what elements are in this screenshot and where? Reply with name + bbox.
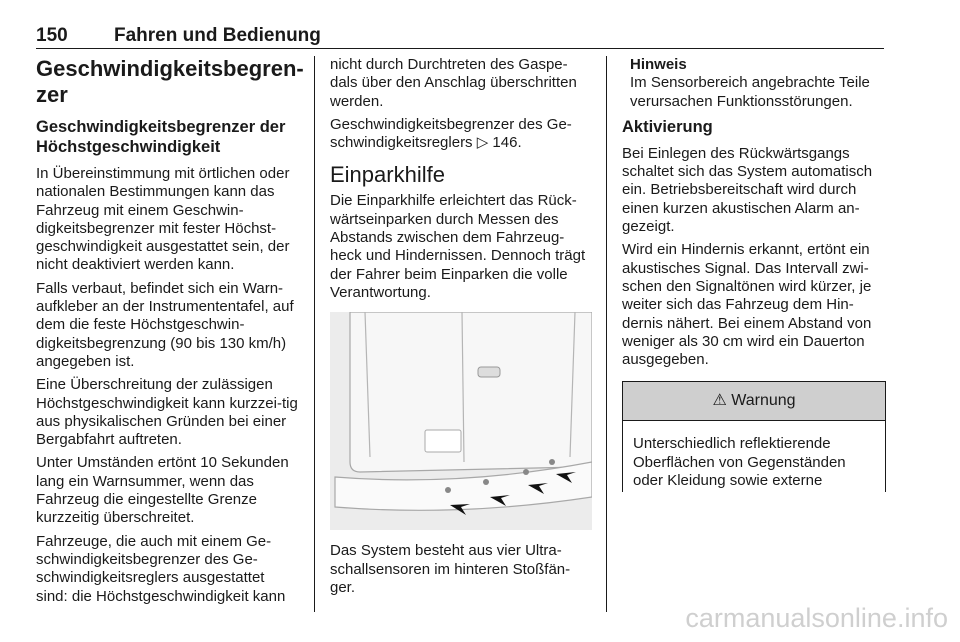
column-right <box>622 56 886 492</box>
van-rear-illustration <box>330 312 592 530</box>
column-left <box>36 56 304 611</box>
paragraph: nicht durch Durchtreten des Gaspe-dals über den Anschlag überschritten werden. <box>330 56 577 110</box>
warning-body-wrap <box>623 421 885 490</box>
warning-title: ⚠ Warnung <box>623 382 885 421</box>
page-header <box>36 22 884 49</box>
section-heading: Geschwindigkeitsbegren-zer <box>36 56 304 107</box>
warning-box <box>622 381 886 492</box>
watermark: carmanualsonline.info <box>685 603 948 633</box>
paragraph: Bei Einlegen des Rückwärtsgangs schaltet sich das System automatisch ein. Betriebsbereitschaft wird durch einen kurzen akustischen Alarm an-gezeigt. <box>622 144 873 236</box>
note-title: Hinweis <box>630 56 687 73</box>
paragraph: Eine Überschreitung der zulässigen Höchstgeschwindigkeit kann kurzzei-tig aus physikalischen Gründen bei einer Bergabfahrt auftreten. <box>36 376 298 449</box>
subsection-heading: Geschwindigkeitsbegrenzer der Höchstgeschwindigkeit <box>36 118 286 156</box>
paragraph: Fahrzeuge, die auch mit einem Ge-schwindigkeitsbegrenzer des Ge-schwindigkeitsreglers ausgestattet sind: die Höchstgeschwindigkeit kann <box>36 532 286 605</box>
page-number: 150 <box>36 25 68 46</box>
column-middle <box>330 56 592 602</box>
parking-sensor-illustration <box>330 312 592 530</box>
paragraph: Unter Umständen ertönt 10 Sekunden lang ein Warnsummer, wenn das Fahrzeug die eingestellte Grenze kurzzeitig überschreitet. <box>36 454 289 527</box>
subsection-heading: Aktivierung <box>622 117 713 136</box>
paragraph: Wird ein Hindernis erkannt, ertönt ein akustisches Signal. Das Intervall zwi-schen den Signaltönen wird kürzer, je weiter sich das Fahrzeug dem Hin-dernis nähert. Bei einem Abstand von weniger als 30 cm wird ein Dauerton ausgegeben. <box>622 241 872 369</box>
section-heading: Einparkhilfe <box>330 162 445 188</box>
chapter-title: Fahren und Bedienung <box>114 25 321 46</box>
column-divider <box>606 56 607 612</box>
column-divider <box>314 56 315 612</box>
paragraph: In Übereinstimmung mit örtlichen oder nationalen Bestimmungen kann das Fahrzeug mit einem Geschwin-digkeitsbegrenzer mit fester Höchst-geschwindigkeit ausgestattet sein, der nicht deaktiviert werden kann. <box>36 165 290 274</box>
paragraph: Die Einparkhilfe erleichtert das Rück-wärtseinparken durch Messen des Abstands zwischen dem Fahrzeug-heck und Hindernissen. Dennoch trägt der Fahrer beim Einparken die volle Verantwortung. <box>330 192 586 301</box>
paragraph: Falls verbaut, befindet sich ein Warn-aufkleber an der Instrumententafel, auf dem die feste Höchstgeschwin-digkeitsbegrenzung (90 bis 130 km/h) angegeben ist. <box>36 279 294 370</box>
note-body: Im Sensorbereich angebrachte Teile verursachen Funktionsstörungen. <box>630 74 870 110</box>
paragraph: Das System besteht aus vier Ultra-schallsensoren im hinteren Stoßfän-ger. <box>330 542 571 596</box>
warning-body: Unterschiedlich reflektierende Oberflächen von Gegenständen oder Kleidung sowie externe <box>633 435 846 490</box>
paragraph: Geschwindigkeitsbegrenzer des Ge-schwindigkeitsreglers ▷ 146. <box>330 115 572 152</box>
